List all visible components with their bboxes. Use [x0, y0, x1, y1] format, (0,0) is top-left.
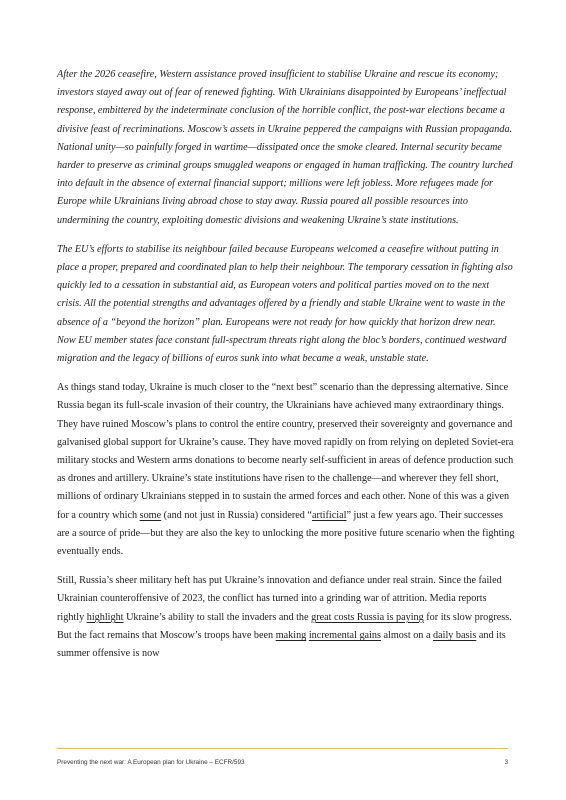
text-span: As things stand today, Ukraine is much closer to the “next best” scenario than the depressing alternative. Since Russia began its full-scale invasion of their country, the Ukrainians have achieved many extraordinary things. They have ruined Moscow’s plans to control the entire country, preserved their sovereignty and governance and galvanised global support for Ukraine’s cause. They have moved rapidly on from relying on depleted Soviet-era military stocks and Western arms donations to become nearly self-sufficient in areas of defence production such as drones and artillery. Ukraine’s state institutions have risen to the challenge—and wherever they fell short, millions of ordinary Ukrainians stepped in to sustain the armed forces and each other. None of this was a given for a country which	[57, 382, 514, 521]
paragraph-military-strain	[57, 572, 515, 663]
text-span: Still, Russia’s sheer military heft has put Ukraine’s innovation and defiance under real strain. Since the failed Ukrainian counteroffensive of 2023, the conflict has turned into a grinding war of attrition. Media reports rightly	[57, 575, 502, 623]
text-span: almost on a	[380, 629, 434, 641]
link-highlight[interactable]: highlight	[86, 611, 124, 623]
page-number: 3	[504, 759, 508, 766]
footer-divider	[57, 748, 508, 749]
paragraph-current-state	[57, 379, 515, 561]
footer-title: Preventing the next war: A European plan for Ukraine – ECFR/593	[57, 759, 245, 766]
link-making[interactable]: making	[275, 629, 307, 641]
text-span: (and not just in Russia) considered “	[161, 509, 312, 521]
body-text	[57, 66, 515, 674]
paragraph-scenario-failure: After the 2026 ceasefire, Western assistance proved insufficient to stabilise Ukraine and rescue its economy; investors stayed away out of fear of renewed fighting. With Ukrainians disappointed by Europeans’ ineffectual response, embittered by the indeterminate conclusion of the horrible conflict, the post-war elections became a divisive feast of recriminations. Moscow’s assets in Ukraine peppered the campaigns with Russian propaganda. National unity—so painfully forged in wartime—dissipated once the smoke cleared. Internal security became harder to preserve as criminal groups smuggled weapons or engaged in human trafficking. The country lurched into default in the absence of external financial support; millions were left jobless. More refugees made for Europe while Ukrainians living abroad chose to stay away. Russia poured all possible resources into undermining the country, exploiting domestic divisions and weakening Ukraine’s state institutions.	[57, 69, 513, 226]
link-daily-basis[interactable]: daily basis	[433, 629, 477, 641]
text-span: Ukraine’s ability to stall the invaders and the	[123, 611, 312, 623]
link-great-costs[interactable]: great costs Russia is paying	[311, 611, 424, 623]
text-span: and its summer offensive is now	[57, 629, 506, 660]
link-some[interactable]: some	[139, 509, 162, 521]
text-span: ” just a few years ago. Their successes are a source of pride—but they are also the key to unlocking the more positive future scenario when the fighting eventually ends.	[57, 509, 515, 558]
paragraph-eu-failure: The EU’s efforts to stabilise its neighbour failed because Europeans welcomed a ceasefire without putting in place a proper, prepared and coordinated plan to help their neighbour. The temporary cessation in fighting also quickly led to a cessation in substantial aid, as European voters and political parties moved on to the next crisis. All the potential strengths and advantages offered by a friendly and stable Ukraine went to waste in the absence of a “beyond the horizon” plan. Europeans were not ready for how quickly that horizon drew near. Now EU member states face constant full-spectrum threats right along the bloc’s borders, continued westward migration and the legacy of billions of euros sunk into what became a weak, unstable state.	[57, 243, 513, 365]
link-incremental-gains[interactable]: incremental gains	[308, 629, 381, 641]
text-span: for its slow progress. But the fact remains that Moscow’s troops have been	[57, 611, 512, 641]
link-artificial[interactable]: artificial	[311, 509, 347, 521]
